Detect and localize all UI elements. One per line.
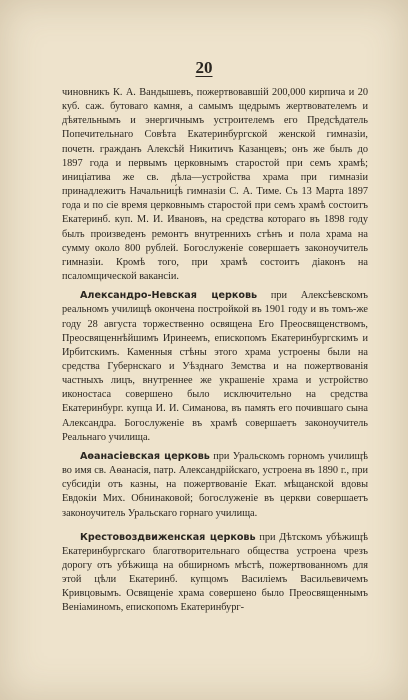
paragraph-text: при Алексѣевскомъ реальномъ училищѣ окончена постройкой въ 1901 году и въ томъ-же году 28 августа торжественно освящена Его Преосвященствомъ, Преосвященнѣйшимъ Иринеемъ, епископомъ Екатеринбургскимъ и Ирбитскимъ. Каменныя стѣны этого храма устроены были на средства Губернскаго и Уѣзднаго Земства и на пожертвованія частныхъ лицъ, внутреннее же украшеніе храма и устройство иконостаса совершено было исключительно на средства Екатеринбург. купца И. И. Симанова, въ память его почившаго сына Александра. Богослуженіе въ храмѣ совершаетъ законоучитель Реальнаго училища.	[62, 290, 369, 443]
paragraph-text: при Уральскомъ горномъ училищѣ во имя св. Аѳанасія, патр. Александрійскаго, устроена въ 1890 г., при субсидіи отъ казны, на пожертвованіе Екат. мѣщанской вдовы Евдокіи Мих. Обнинаковой; богослуженіе въ церкви совершаетъ законоучитель Уральскаго горнаго училища.	[62, 450, 369, 519]
page-number: 20	[195, 58, 213, 77]
church-heading: Александро-Невская церковь	[80, 290, 258, 302]
paragraph-krestovozdvizhenskaya-church	[62, 531, 368, 616]
paragraph-afanasy-church	[62, 450, 368, 521]
paragraph-text: чиновникъ К. А. Вандышевъ, пожертвовавшій 200,000 кирпича и 20 куб. саж. бутоваго камня, а самымъ щедрымъ жертвователемъ и дѣятельнымъ и энергичнымъ устроителемъ его Предсѣдатель Попечительнаго Совѣта Екатеринбургской женской гимназіи, почетн. гражданъ Алексѣй Никитичъ Казанцевъ; онъ же былъ до 1897 года и первымъ церковнымъ старостой при семъ храмѣ; иниціатива же св. дѣла—устройства храма при гимназіи принадлежитъ Начальниц́ѣ гимназіи С. А. Тиме. Съ 13 Марта 1897 года и по сіе время церковнымъ старостой при семъ храмѣ состоитъ Екатеринб. куп. М. И. Ивановъ, на средства котораго въ 1898 году былъ произведенъ ремонтъ внутреннихъ стѣнъ и пола храма на сумму около 800 рублей. Богослуженіе совершаетъ законоучитель гимназіи. Кромѣ того, при храмѣ состоитъ діаконъ на псаломщической вакансіи.	[62, 87, 368, 283]
church-heading: Крестовоздвиженская церковь	[80, 531, 256, 543]
body-text	[62, 86, 368, 616]
paragraph-continuation	[62, 86, 368, 284]
church-heading: Аѳанасіевская церковь	[80, 450, 210, 462]
paragraph-alexander-nevsky-church	[62, 289, 368, 445]
paragraph-text: при Дѣтскомъ убѣжищѣ Екатеринбургскаго благотворительнаго общества устроена чрезъ дорогу отъ убѣжища на обширномъ мѣстѣ, пожертвованномъ для этой цѣли Екатеринб. купцомъ Василіемъ Васильевичемъ Кривцовымъ. Освященіе храма совершено было Преосвященнымъ Веніаминомъ, епископомъ Екатеринбург-	[62, 531, 369, 614]
